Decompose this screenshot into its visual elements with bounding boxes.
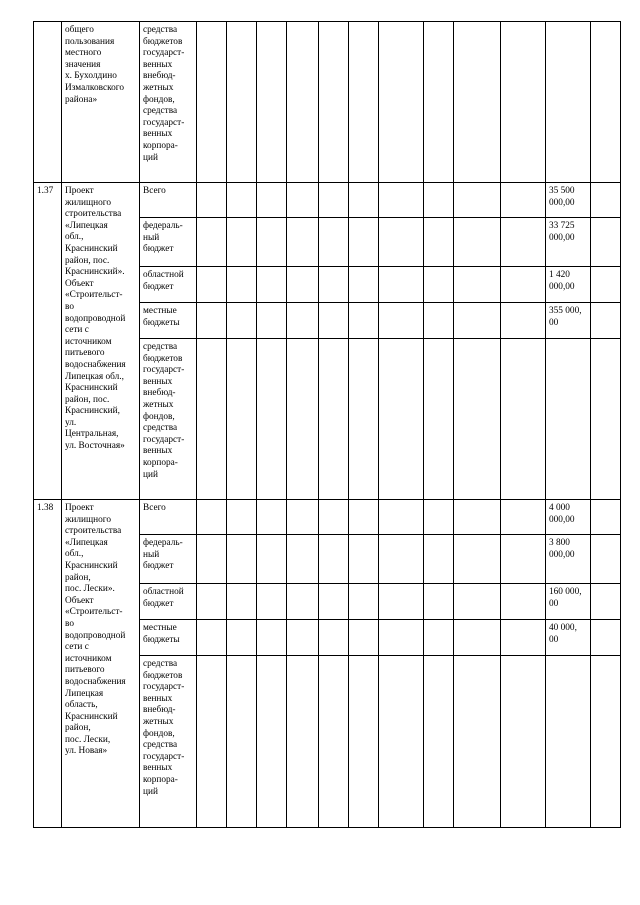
amount-cell: 4 000 000,00 xyxy=(546,500,591,535)
empty-cell xyxy=(501,500,546,535)
empty-cell xyxy=(501,303,546,339)
empty-cell xyxy=(227,22,257,183)
empty-cell xyxy=(424,535,454,584)
empty-cell xyxy=(424,339,454,500)
empty-cell xyxy=(197,535,227,584)
empty-cell xyxy=(349,500,379,535)
empty-cell xyxy=(501,183,546,218)
empty-cell xyxy=(379,267,424,303)
empty-cell xyxy=(349,584,379,620)
empty-cell xyxy=(591,303,621,339)
empty-cell xyxy=(454,656,501,828)
empty-cell xyxy=(591,500,621,535)
empty-cell xyxy=(319,267,349,303)
empty-cell xyxy=(349,535,379,584)
empty-cell xyxy=(197,183,227,218)
empty-cell xyxy=(424,584,454,620)
funding-source-cell: средства бюджетов государст- венных внебюд- жетных фондов, средства государст- венных корпора- ций xyxy=(140,339,197,500)
empty-cell xyxy=(197,303,227,339)
funding-table xyxy=(33,21,621,828)
empty-cell xyxy=(379,22,424,183)
empty-cell xyxy=(257,339,287,500)
empty-cell xyxy=(501,22,546,183)
funding-source-cell: федераль- ный бюджет xyxy=(140,535,197,584)
empty-cell xyxy=(197,22,227,183)
funding-source-cell: местные бюджеты xyxy=(140,303,197,339)
empty-cell xyxy=(197,656,227,828)
empty-cell xyxy=(319,620,349,656)
empty-cell xyxy=(379,303,424,339)
funding-source-cell: местные бюджеты xyxy=(140,620,197,656)
empty-cell xyxy=(287,620,319,656)
empty-cell xyxy=(319,183,349,218)
table-row xyxy=(34,500,621,535)
empty-cell xyxy=(287,584,319,620)
empty-cell xyxy=(197,339,227,500)
empty-cell xyxy=(287,303,319,339)
empty-cell xyxy=(287,183,319,218)
empty-cell xyxy=(591,535,621,584)
empty-cell xyxy=(424,267,454,303)
empty-cell xyxy=(454,584,501,620)
amount-cell: 1 420 000,00 xyxy=(546,267,591,303)
empty-cell xyxy=(319,584,349,620)
funding-source-cell: Всего xyxy=(140,500,197,535)
empty-cell xyxy=(349,620,379,656)
empty-cell xyxy=(287,267,319,303)
empty-cell xyxy=(591,218,621,267)
funding-source-cell: областной бюджет xyxy=(140,584,197,620)
empty-cell xyxy=(257,267,287,303)
empty-cell xyxy=(349,183,379,218)
empty-cell xyxy=(319,500,349,535)
empty-cell xyxy=(591,267,621,303)
empty-cell xyxy=(257,22,287,183)
empty-cell xyxy=(501,656,546,828)
empty-cell xyxy=(379,183,424,218)
empty-cell xyxy=(454,183,501,218)
empty-cell xyxy=(227,535,257,584)
amount-cell: 355 000, 00 xyxy=(546,303,591,339)
empty-cell xyxy=(319,303,349,339)
empty-cell xyxy=(257,303,287,339)
funding-source-cell: средства бюджетов государст- венных внебюд- жетных фондов, средства государст- венных корпора- ций xyxy=(140,656,197,828)
funding-source-cell: областной бюджет xyxy=(140,267,197,303)
empty-cell xyxy=(257,183,287,218)
empty-cell xyxy=(454,500,501,535)
empty-cell xyxy=(379,218,424,267)
empty-cell xyxy=(379,620,424,656)
empty-cell xyxy=(424,303,454,339)
empty-cell xyxy=(349,218,379,267)
empty-cell xyxy=(349,267,379,303)
funding-source-cell: средства бюджетов государст- венных внебюд- жетных фондов, средства государст- венных корпора- ций xyxy=(140,22,197,183)
empty-cell xyxy=(197,500,227,535)
empty-cell xyxy=(319,339,349,500)
empty-cell xyxy=(227,339,257,500)
empty-cell xyxy=(591,22,621,183)
row-number-cell: 1.37 xyxy=(34,183,62,500)
empty-cell xyxy=(227,620,257,656)
empty-cell xyxy=(227,500,257,535)
empty-cell xyxy=(501,339,546,500)
empty-cell xyxy=(424,22,454,183)
empty-cell xyxy=(257,584,287,620)
empty-cell xyxy=(197,620,227,656)
empty-cell xyxy=(319,535,349,584)
table-row xyxy=(34,22,621,183)
empty-cell xyxy=(501,218,546,267)
project-name-cell: общего пользования местного значения х. Бухолдино Измалковского района» xyxy=(62,22,140,183)
empty-cell xyxy=(424,500,454,535)
empty-cell xyxy=(454,535,501,584)
empty-cell xyxy=(257,620,287,656)
empty-cell xyxy=(379,500,424,535)
empty-cell xyxy=(349,656,379,828)
empty-cell xyxy=(454,339,501,500)
amount-cell: 40 000, 00 xyxy=(546,620,591,656)
empty-cell xyxy=(257,535,287,584)
empty-cell xyxy=(424,656,454,828)
empty-cell xyxy=(379,339,424,500)
amount-cell: 160 000, 00 xyxy=(546,584,591,620)
empty-cell xyxy=(501,535,546,584)
row-number-cell xyxy=(34,22,62,183)
empty-cell xyxy=(227,303,257,339)
empty-cell xyxy=(501,620,546,656)
empty-cell xyxy=(257,500,287,535)
empty-cell xyxy=(501,267,546,303)
empty-cell xyxy=(197,267,227,303)
row-number-cell: 1.38 xyxy=(34,500,62,828)
empty-cell xyxy=(319,656,349,828)
empty-cell xyxy=(287,535,319,584)
empty-cell xyxy=(319,218,349,267)
empty-cell xyxy=(591,620,621,656)
amount-cell: 35 500 000,00 xyxy=(546,183,591,218)
empty-cell xyxy=(379,535,424,584)
empty-cell xyxy=(349,339,379,500)
empty-cell xyxy=(227,584,257,620)
amount-cell xyxy=(546,656,591,828)
empty-cell xyxy=(287,218,319,267)
empty-cell xyxy=(349,303,379,339)
empty-cell xyxy=(454,303,501,339)
empty-cell xyxy=(287,339,319,500)
empty-cell xyxy=(227,218,257,267)
empty-cell xyxy=(257,656,287,828)
empty-cell xyxy=(454,620,501,656)
empty-cell xyxy=(454,218,501,267)
empty-cell xyxy=(424,183,454,218)
empty-cell xyxy=(257,218,287,267)
empty-cell xyxy=(287,22,319,183)
empty-cell xyxy=(227,183,257,218)
empty-cell xyxy=(591,339,621,500)
amount-cell xyxy=(546,339,591,500)
empty-cell xyxy=(424,620,454,656)
empty-cell xyxy=(501,584,546,620)
amount-cell: 33 725 000,00 xyxy=(546,218,591,267)
amount-cell: 3 800 000,00 xyxy=(546,535,591,584)
funding-source-cell: Всего xyxy=(140,183,197,218)
empty-cell xyxy=(287,656,319,828)
empty-cell xyxy=(591,584,621,620)
table-row xyxy=(34,183,621,218)
empty-cell xyxy=(287,500,319,535)
empty-cell xyxy=(227,267,257,303)
empty-cell xyxy=(197,584,227,620)
empty-cell xyxy=(379,584,424,620)
amount-cell xyxy=(546,22,591,183)
empty-cell xyxy=(591,183,621,218)
project-name-cell: Проект жилищного строительства «Липецкая обл., Краснинский район, пос. Краснинский». Объект «Строительст- во водопроводной сети с источником питьевого водоснабжения Липецкая обл., Краснинский район, пос. Краснинский, ул. Центральная, ул. Восточная» xyxy=(62,183,140,500)
empty-cell xyxy=(454,22,501,183)
empty-cell xyxy=(349,22,379,183)
empty-cell xyxy=(197,218,227,267)
empty-cell xyxy=(591,656,621,828)
empty-cell xyxy=(319,22,349,183)
empty-cell xyxy=(454,267,501,303)
funding-source-cell: федераль- ный бюджет xyxy=(140,218,197,267)
empty-cell xyxy=(227,656,257,828)
project-name-cell: Проект жилищного строительства «Липецкая обл., Краснинский район, пос. Лески». Объект «Строительст- во водопроводной сети с источником питьевого водоснабжения Липецкая область, Краснинский район, пос. Лески, ул. Новая» xyxy=(62,500,140,828)
empty-cell xyxy=(379,656,424,828)
empty-cell xyxy=(424,218,454,267)
